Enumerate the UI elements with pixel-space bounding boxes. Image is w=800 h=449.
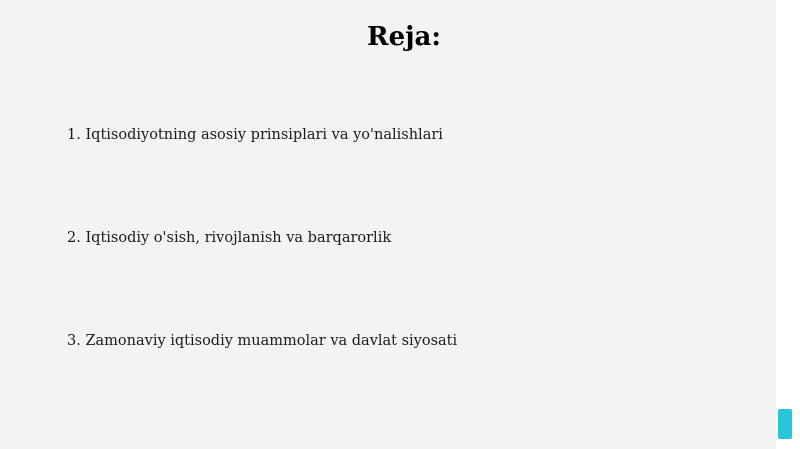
scrollbar-track[interactable]	[776, 0, 800, 449]
plan-item-2: 2. Iqtisodiy o'sish, rivojlanish va barqarorlik	[67, 230, 392, 246]
page-title: Reja:	[366, 22, 441, 52]
plan-item-3: 3. Zamonaviy iqtisodiy muammolar va davlat siyosati	[67, 333, 458, 349]
plan-item-1: 1. Iqtisodiyotning asosiy prinsiplari va yo'nalishlari	[67, 127, 443, 143]
scrollbar-thumb[interactable]	[778, 409, 792, 439]
